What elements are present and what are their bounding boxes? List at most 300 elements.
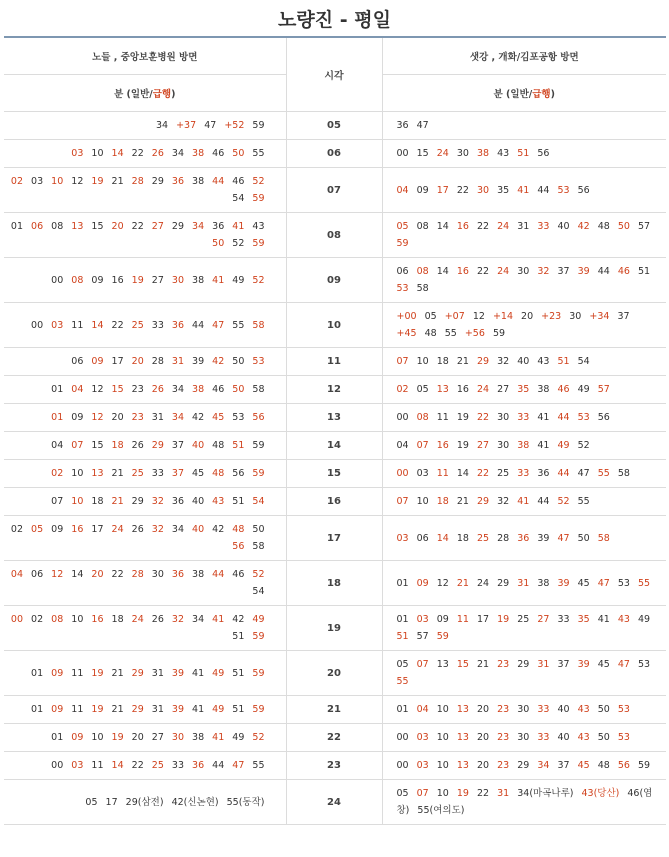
normal-time: 39 <box>537 532 550 544</box>
express-time: 31 <box>497 788 510 799</box>
express-time: 55 <box>396 676 409 687</box>
express-time: 31 <box>537 659 550 670</box>
express-time: 59 <box>436 631 449 642</box>
normal-time: 11 <box>91 760 104 771</box>
table-row <box>4 724 666 752</box>
normal-time: 52 <box>577 440 590 451</box>
normal-time: 37 <box>557 659 570 670</box>
express-time: 43(당산) <box>581 788 620 799</box>
express-time: 03 <box>396 532 409 544</box>
express-time: 50 <box>212 238 225 249</box>
normal-time: 57 <box>638 221 651 232</box>
normal-time: 45 <box>192 468 205 479</box>
express-time: 51 <box>557 356 570 367</box>
normal-time: 01 <box>396 577 409 589</box>
express-time: 19 <box>111 732 124 743</box>
normal-time: 58 <box>416 283 429 294</box>
express-time: 16 <box>71 524 84 535</box>
normal-time: 04 <box>51 440 64 451</box>
express-time: 52 <box>557 496 570 507</box>
normal-time: 29(삼전) <box>125 796 164 808</box>
normal-time: 59 <box>252 120 265 131</box>
normal-time: 41 <box>537 412 550 423</box>
normal-time: 51 <box>638 266 651 277</box>
express-time: 44 <box>212 176 225 187</box>
express-time: 10 <box>71 496 84 507</box>
normal-time: 10 <box>91 148 104 159</box>
right-times <box>382 696 666 724</box>
express-time: 29 <box>131 704 144 715</box>
normal-time: 05 <box>396 659 409 670</box>
right-times <box>382 651 666 696</box>
express-time: 08 <box>416 412 429 423</box>
express-time: 19 <box>456 788 469 799</box>
express-time: 09 <box>51 704 64 715</box>
normal-time: 25 <box>517 614 530 625</box>
normal-time: 41 <box>192 667 205 679</box>
express-time: 00 <box>396 468 409 479</box>
express-time: 33 <box>537 732 550 743</box>
normal-time: 47 <box>204 120 217 131</box>
express-time: +52 <box>224 120 245 131</box>
express-time: 15 <box>456 659 469 670</box>
normal-time: 09 <box>91 274 104 286</box>
table-row <box>4 752 666 780</box>
express-time: 30 <box>171 274 184 286</box>
normal-time: 38 <box>192 176 205 187</box>
normal-time: 30 <box>497 440 510 451</box>
normal-time: 30 <box>517 266 530 277</box>
right-times <box>382 112 666 140</box>
normal-time: 34 <box>171 384 184 395</box>
table-row <box>4 460 666 488</box>
express-time: 12 <box>91 412 104 423</box>
express-time: 41 <box>212 274 225 286</box>
express-time: 25 <box>151 760 164 771</box>
express-time: 19 <box>91 176 104 187</box>
right-times <box>382 376 666 404</box>
normal-time: 48 <box>597 221 610 232</box>
express-time: 17 <box>436 184 449 196</box>
express-time: 39 <box>557 577 570 589</box>
normal-time: 14 <box>436 221 449 232</box>
express-time: 53 <box>252 356 265 367</box>
express-time: 46 <box>617 266 630 277</box>
left-times <box>4 213 286 258</box>
left-times <box>4 561 286 606</box>
normal-time: 18 <box>111 614 124 625</box>
table-row <box>4 303 666 348</box>
express-time: 27 <box>477 440 490 451</box>
express-time: 21 <box>111 496 124 507</box>
express-time: 33 <box>537 221 550 232</box>
express-time: 13 <box>436 384 449 395</box>
normal-time: 40 <box>517 356 530 367</box>
table-row <box>4 258 666 303</box>
express-time: 30 <box>171 732 184 743</box>
normal-time: 35 <box>497 184 510 196</box>
normal-time: 22 <box>456 184 469 196</box>
normal-time: 00 <box>396 412 409 423</box>
normal-time: 58 <box>252 541 265 552</box>
express-time: 19 <box>497 614 510 625</box>
hour-cell: 20 <box>286 651 382 696</box>
express-time: 06 <box>31 221 44 232</box>
express-time: 48 <box>232 524 245 535</box>
normal-time: 33 <box>151 468 164 479</box>
express-time: 14 <box>111 148 124 159</box>
normal-time: 44 <box>597 266 610 277</box>
express-time: 22 <box>477 412 490 423</box>
express-time: 56 <box>232 541 245 552</box>
normal-time: 01 <box>31 667 44 679</box>
normal-time: 00 <box>396 148 409 159</box>
normal-time: 14 <box>71 569 84 580</box>
express-time: 03 <box>71 148 84 159</box>
normal-time: 37 <box>557 760 570 771</box>
express-time: 03 <box>416 614 429 625</box>
normal-time: 31 <box>151 667 164 679</box>
normal-time: 51 <box>232 631 245 642</box>
express-time: 36 <box>192 760 205 771</box>
express-time: 25 <box>131 468 144 479</box>
normal-time: 06 <box>416 532 429 544</box>
express-time: 19 <box>131 274 144 286</box>
express-time: 24 <box>131 614 144 625</box>
normal-time: 28 <box>497 532 510 544</box>
express-time: 19 <box>91 667 104 679</box>
left-subheader-label: 분 (일반/급행) <box>114 89 176 100</box>
normal-time: 58 <box>617 468 630 479</box>
hour-cell: 11 <box>286 348 382 376</box>
express-time: 35 <box>577 614 590 625</box>
right-times <box>382 404 666 432</box>
express-time: 24 <box>497 221 510 232</box>
table-row <box>4 348 666 376</box>
normal-time: 34 <box>155 120 169 131</box>
normal-time: 17 <box>111 356 124 367</box>
express-time: 39 <box>577 659 590 670</box>
normal-time: 20 <box>477 760 490 771</box>
normal-time: 22 <box>477 788 490 799</box>
express-time: +07 <box>444 311 465 322</box>
normal-time: 09 <box>51 524 64 535</box>
express-time: 51 <box>517 148 530 159</box>
normal-time: 02 <box>31 614 44 625</box>
normal-time: 41 <box>597 614 610 625</box>
normal-time: 06 <box>396 266 409 277</box>
express-time: 08 <box>416 266 429 277</box>
table-row <box>4 168 666 213</box>
normal-time: 20 <box>521 311 534 322</box>
normal-time: 30 <box>569 311 582 322</box>
right-times <box>382 168 666 213</box>
express-time: 39 <box>171 667 184 679</box>
normal-time: 18 <box>91 496 104 507</box>
express-time: 18 <box>436 496 449 507</box>
normal-time: 05 <box>416 384 429 395</box>
normal-time: 01 <box>10 221 23 232</box>
left-times <box>4 606 286 651</box>
express-time: 42 <box>212 356 225 367</box>
express-time: 39 <box>171 704 184 715</box>
normal-time: 10 <box>436 704 449 715</box>
normal-time: 03 <box>31 176 44 187</box>
table-row <box>4 140 666 168</box>
express-time: 51 <box>396 631 409 642</box>
express-time: 20 <box>131 356 144 367</box>
express-time: 43 <box>212 496 225 507</box>
normal-time: 25 <box>497 468 510 479</box>
table-row <box>4 561 666 606</box>
normal-time: 10 <box>71 468 84 479</box>
hour-cell: 16 <box>286 488 382 516</box>
normal-time: 20 <box>131 732 144 743</box>
express-time: 09 <box>51 667 64 679</box>
normal-time: 16 <box>456 384 469 395</box>
express-time: 05 <box>31 524 44 535</box>
express-time: 52 <box>252 569 265 580</box>
normal-time: 52 <box>232 238 245 249</box>
express-time: 41 <box>517 184 530 196</box>
normal-time: 07 <box>51 496 64 507</box>
normal-time: 49 <box>232 732 245 743</box>
page-title: 노량진 - 평일 <box>278 8 391 31</box>
normal-time: 21 <box>111 468 124 479</box>
normal-time: 53 <box>638 659 651 670</box>
express-time: 07 <box>416 788 429 799</box>
normal-time: 55 <box>252 148 265 159</box>
normal-time: 05 <box>85 796 98 808</box>
express-time: 16 <box>436 440 449 451</box>
express-time: 56 <box>617 760 630 771</box>
express-time: 34 <box>192 221 205 232</box>
express-time: 13 <box>456 704 469 715</box>
table-row <box>4 606 666 651</box>
express-time: 31 <box>171 356 184 367</box>
normal-time: 55 <box>252 760 265 771</box>
express-time: 36 <box>171 176 184 187</box>
express-time: 07 <box>396 496 409 507</box>
normal-time: 11 <box>71 667 84 679</box>
express-time: 15 <box>111 384 124 395</box>
normal-time: 38 <box>537 384 550 395</box>
express-time: 31 <box>517 577 530 589</box>
right-times <box>382 432 666 460</box>
normal-time: 59 <box>492 328 506 339</box>
normal-time: 29 <box>517 760 530 771</box>
normal-time: 54 <box>252 586 265 597</box>
normal-time: 50 <box>597 732 610 743</box>
normal-time: 08 <box>51 221 64 232</box>
express-time: 59 <box>252 667 265 679</box>
normal-time: 03 <box>416 468 429 479</box>
normal-time: 38 <box>192 732 205 743</box>
right-times <box>382 516 666 561</box>
normal-time: 29 <box>497 577 510 589</box>
normal-time: 22 <box>477 221 490 232</box>
normal-time: 44 <box>192 319 205 331</box>
normal-time: 44 <box>537 184 550 196</box>
normal-time: 42 <box>212 524 225 535</box>
express-time: 47 <box>557 532 570 544</box>
normal-time: 58 <box>252 384 265 395</box>
normal-time: 51 <box>232 704 245 715</box>
express-time: 18 <box>111 440 124 451</box>
normal-time: 34(마곡나루) <box>517 788 574 799</box>
table-row <box>4 488 666 516</box>
normal-time: 54 <box>577 356 590 367</box>
normal-time: 56 <box>537 148 550 159</box>
left-times <box>4 752 286 780</box>
normal-time: 36 <box>396 120 409 131</box>
express-time: 14 <box>91 319 104 331</box>
left-times <box>4 168 286 213</box>
normal-time: 10 <box>91 732 104 743</box>
normal-time: 01 <box>51 384 64 395</box>
normal-time: 45 <box>597 659 610 670</box>
express-time: 13 <box>71 221 84 232</box>
normal-time: 08 <box>416 221 429 232</box>
express-time: 49 <box>557 440 570 451</box>
express-time: 32 <box>151 496 164 507</box>
hour-cell: 13 <box>286 404 382 432</box>
express-time: 07 <box>396 356 409 367</box>
hour-cell: 14 <box>286 432 382 460</box>
express-time: 45 <box>577 760 590 771</box>
normal-time: 45 <box>577 577 590 589</box>
express-time: 41 <box>212 614 225 625</box>
normal-time: 51 <box>232 496 245 507</box>
timetable <box>4 36 666 825</box>
express-time: 25 <box>477 532 490 544</box>
express-time: 51 <box>232 440 245 451</box>
express-time: 26 <box>151 148 164 159</box>
left-times <box>4 404 286 432</box>
express-time: 20 <box>91 569 104 580</box>
normal-time: 50 <box>597 704 610 715</box>
normal-time: 36 <box>212 221 225 232</box>
normal-time: 42 <box>192 412 205 423</box>
express-time: 03 <box>71 760 84 771</box>
express-time: 42 <box>577 221 590 232</box>
express-time: 11 <box>456 614 469 625</box>
right-times <box>382 460 666 488</box>
express-time: 59 <box>252 631 265 642</box>
normal-time: 19 <box>456 412 469 423</box>
express-time: 38 <box>477 148 490 159</box>
express-time: 30 <box>477 184 490 196</box>
left-subheader <box>4 75 286 112</box>
express-time: 04 <box>71 384 84 395</box>
express-time: 58 <box>597 532 610 544</box>
normal-time: 12 <box>472 311 485 322</box>
right-times <box>382 780 666 825</box>
right-subheader <box>382 75 666 112</box>
express-time: 25 <box>131 319 144 331</box>
hour-cell: 17 <box>286 516 382 561</box>
table-row <box>4 404 666 432</box>
express-label: 급행 <box>532 89 551 100</box>
express-time: 02 <box>10 176 23 187</box>
express-time: 40 <box>192 524 205 535</box>
express-time: 40 <box>192 440 205 451</box>
express-time: 38 <box>517 440 530 451</box>
express-time: 54 <box>252 496 265 507</box>
express-time: 45 <box>212 412 225 423</box>
normal-time: 14 <box>436 266 449 277</box>
express-time: 23 <box>497 704 510 715</box>
normal-time: 20 <box>477 704 490 715</box>
normal-time: 12 <box>91 384 104 395</box>
normal-time: 49 <box>577 384 590 395</box>
normal-time: 00 <box>396 760 409 771</box>
table-row <box>4 780 666 825</box>
express-time: 11 <box>436 468 449 479</box>
right-direction-header: 샛강 , 개화/김포공항 방면 <box>382 37 666 75</box>
left-times <box>4 460 286 488</box>
express-time: 03 <box>416 732 429 743</box>
express-time: 03 <box>416 760 429 771</box>
express-time: 16 <box>456 221 469 232</box>
normal-time: 33 <box>151 319 164 331</box>
express-time: 52 <box>252 274 265 286</box>
table-row <box>4 696 666 724</box>
left-times <box>4 303 286 348</box>
normal-time: 21 <box>456 496 469 507</box>
express-time: 44 <box>557 412 570 423</box>
express-time: 33 <box>537 704 550 715</box>
express-time: +56 <box>464 328 485 339</box>
express-time: 50 <box>617 221 630 232</box>
normal-time: 17 <box>91 524 104 535</box>
express-time: 38 <box>192 384 205 395</box>
normal-time: 16 <box>111 274 124 286</box>
normal-time: 15 <box>416 148 429 159</box>
normal-time: 22 <box>111 319 124 331</box>
express-time: 29 <box>151 440 164 451</box>
express-time: 14 <box>111 760 124 771</box>
normal-time: 55(여의도) <box>417 805 465 816</box>
normal-time: 22 <box>131 221 144 232</box>
normal-time: 40 <box>557 221 570 232</box>
normal-time: 48 <box>424 328 437 339</box>
express-time: 39 <box>577 266 590 277</box>
normal-time: 21 <box>111 176 124 187</box>
left-times <box>4 432 286 460</box>
normal-time: 00 <box>51 274 64 286</box>
table-row <box>4 651 666 696</box>
express-time: 09 <box>416 577 429 589</box>
express-time: 19 <box>91 704 104 715</box>
normal-time: 11 <box>436 412 449 423</box>
normal-time: 31 <box>151 704 164 715</box>
normal-time: 38 <box>537 577 550 589</box>
right-subheader-label: 분 (일반/급행) <box>493 89 555 100</box>
normal-time: 40 <box>557 732 570 743</box>
express-time: 02 <box>51 468 64 479</box>
normal-time: 46(염창) <box>396 788 653 816</box>
normal-time: 19 <box>456 440 469 451</box>
express-time: 36 <box>171 569 184 580</box>
table-row <box>4 213 666 258</box>
normal-time: 12 <box>436 577 449 589</box>
normal-time: 06 <box>31 569 44 580</box>
express-time: 09 <box>91 356 104 367</box>
table-row <box>4 112 666 140</box>
normal-time: 27 <box>151 732 164 743</box>
normal-time: 22 <box>131 760 144 771</box>
